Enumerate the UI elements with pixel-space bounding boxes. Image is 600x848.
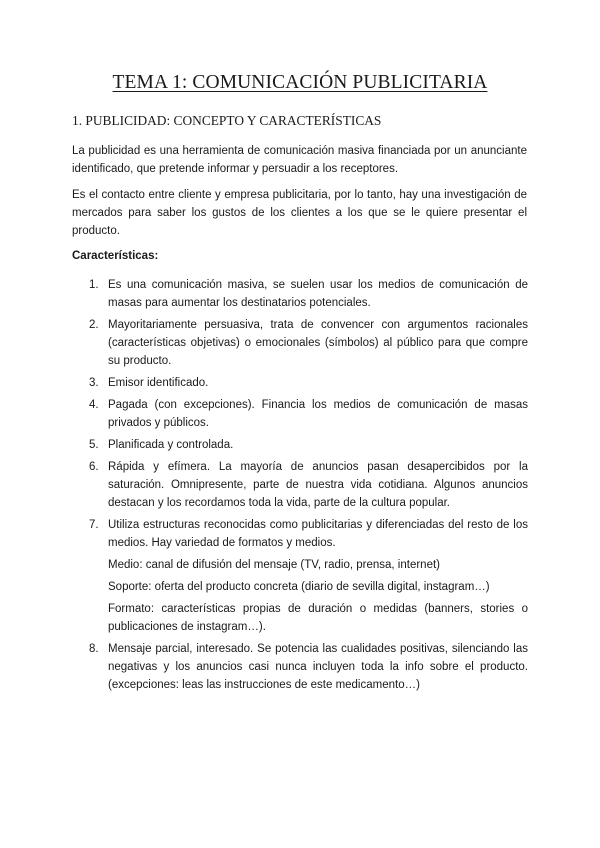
list-item-text: Utiliza estructuras reconocidas como publicitarias y diferenciadas del resto de los medios. Hay variedad de formatos y medios.	[108, 519, 528, 549]
list-number: 6.	[89, 461, 99, 473]
page-title: TEMA 1: COMUNICACIÓN PUBLICITARIA	[112, 72, 488, 93]
list-number: 5.	[89, 439, 99, 451]
sub-paragraph-soporte: Soporte: oferta del producto concreta (diario de sevilla digital, instagram…)	[108, 581, 490, 593]
sub-paragraph-medio: Medio: canal de difusión del mensaje (TV, radio, prensa, internet)	[108, 559, 440, 571]
list-item	[72, 458, 528, 512]
list-item	[72, 316, 528, 370]
list-item	[72, 374, 528, 392]
list-number: 1.	[89, 279, 99, 291]
list-number: 7.	[89, 519, 99, 531]
list-item-text: Emisor identificado.	[108, 377, 209, 389]
characteristics-heading: Características:	[72, 250, 159, 262]
list-number: 8.	[89, 643, 99, 655]
list-item-text: Es una comunicación masiva, se suelen usar los medios de comunicación de masas para aumentar los destinatarios potenciales.	[108, 279, 528, 309]
list-item	[72, 436, 528, 454]
list-item	[72, 640, 528, 694]
paragraph: Es el contacto entre cliente y empresa publicitaria, por lo tanto, hay una investigación de mercados para saber los gustos de los clientes a los que se le quiere presentar el producto.	[72, 189, 527, 237]
characteristics-list	[72, 276, 528, 698]
list-number: 4.	[89, 399, 99, 411]
list-item-text: Rápida y efímera. La mayoría de anuncios pasan desapercibidos por la saturación. Omnipresente, parte de nuestra vida cotidiana. Algunos anuncios destacan y los recordamos toda la vida, parte de la cultura popular.	[108, 461, 528, 509]
list-item-text: Mayoritariamente persuasiva, trata de convencer con argumentos racionales (características objetivas) o emocionales (símbolos) al público para que compre su producto.	[108, 319, 528, 367]
list-number: 3.	[89, 377, 99, 389]
list-item-text: Planificada y controlada.	[108, 439, 234, 451]
list-item	[72, 396, 528, 432]
section-heading: 1. PUBLICIDAD: CONCEPTO Y CARACTERÍSTICAS	[72, 113, 382, 128]
sub-paragraph-formato: Formato: características propias de duración o medidas (banners, stories o publicaciones de instagram…).	[108, 603, 528, 633]
list-item-text: Mensaje parcial, interesado. Se potencia las cualidades positivas, silenciando las negativas y los anuncios casi nunca incluyen toda la info sobre el producto. (excepciones: leas las instrucciones de este medicamento…)	[108, 643, 528, 691]
list-number: 2.	[89, 319, 99, 331]
list-item	[72, 516, 528, 636]
list-item	[72, 276, 528, 312]
paragraph: La publicidad es una herramienta de comunicación masiva financiada por un anunciante identificado, que pretende informar y persuadir a los receptores.	[72, 145, 527, 175]
list-item-text: Pagada (con excepciones). Financia los medios de comunicación de masas privados y públicos.	[108, 399, 528, 429]
